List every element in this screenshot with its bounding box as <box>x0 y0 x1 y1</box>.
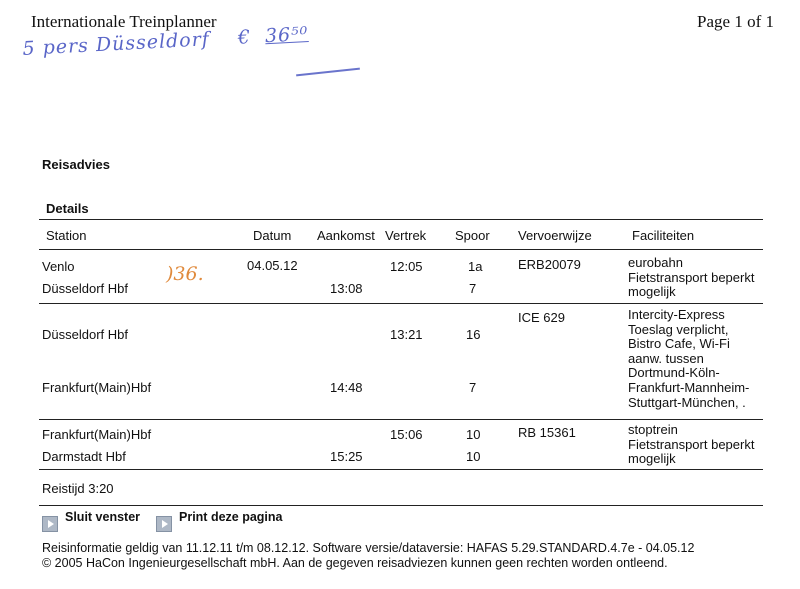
stop-station: Düsseldorf Hbf <box>42 327 128 342</box>
facility-line: aanw. tussen <box>628 350 704 366</box>
stop-station: Venlo <box>42 259 75 274</box>
col-spoor: Spoor <box>455 228 490 243</box>
leg-facilities <box>628 256 754 300</box>
stop-spoor: 16 <box>466 327 481 342</box>
facility-line: Toeslag verplicht, <box>628 321 729 337</box>
handwritten-underline <box>296 68 360 77</box>
facility-line: Fietstransport beperkt <box>628 436 755 452</box>
facility-line: Fietstransport beperkt <box>628 269 755 285</box>
header-rule <box>39 249 763 250</box>
table-top-rule <box>39 219 763 220</box>
stop-aankomst: 14:48 <box>330 380 363 395</box>
leg-train: ERB20079 <box>518 257 581 272</box>
stop-spoor: 10 <box>466 449 481 464</box>
play-arrow-icon <box>156 516 172 532</box>
leg-divider <box>39 303 763 304</box>
facility-line: Bistro Cafe, Wi-Fi <box>628 336 730 352</box>
facility-line: mogelijk <box>628 451 676 467</box>
handwritten-price-mark: )36. <box>166 263 204 285</box>
leg-facilities <box>628 423 754 467</box>
leg-train: ICE 629 <box>518 310 565 325</box>
leg-facilities <box>628 308 749 410</box>
stop-vertrek: 15:06 <box>390 427 423 442</box>
close-window-label: Sluit venster <box>65 509 141 524</box>
facility-line: Dortmund-Köln- <box>628 365 720 381</box>
buttons-rule <box>39 505 763 506</box>
section-title: Reisadvies <box>42 157 110 172</box>
stop-vertrek: 13:21 <box>390 327 423 342</box>
stop-station: Darmstadt Hbf <box>42 449 126 464</box>
facility-line: Intercity-Express <box>628 307 725 322</box>
footer-validity: Reisinformatie geldig van 11.12.11 t/m 08.12.12. Software versie/dataversie: HAFAS 5.29.STANDARD.4.7e - 04.05.12 <box>42 541 695 555</box>
facility-line: eurobahn <box>628 255 683 270</box>
col-faciliteiten: Faciliteiten <box>632 228 695 243</box>
handwritten-currency: € <box>237 26 252 49</box>
leg-divider <box>39 419 763 420</box>
stop-datum: 04.05.12 <box>247 258 298 273</box>
facility-line: mogelijk <box>628 284 676 300</box>
col-datum: Datum <box>253 228 292 243</box>
print-page-label: Print deze pagina <box>179 509 283 524</box>
facility-line: stoptrein <box>628 422 678 437</box>
col-vertrek: Vertrek <box>385 228 427 243</box>
facility-line: Frankfurt-Mannheim- <box>628 379 750 395</box>
page-number: Page 1 of 1 <box>697 12 774 31</box>
stop-spoor: 10 <box>466 427 481 442</box>
play-arrow-icon <box>42 516 58 532</box>
stop-aankomst: 15:25 <box>330 449 363 464</box>
table-bottom-rule <box>39 469 763 470</box>
stop-station: Düsseldorf Hbf <box>42 281 128 296</box>
details-title: Details <box>46 201 89 216</box>
handwritten-amount: 36⁵⁰ <box>264 23 309 48</box>
col-aankomst: Aankomst <box>317 228 375 243</box>
travel-time: Reistijd 3:20 <box>42 481 114 496</box>
stop-station: Frankfurt(Main)Hbf <box>42 427 152 442</box>
stop-spoor: 1a <box>468 259 483 274</box>
stop-station: Frankfurt(Main)Hbf <box>42 380 152 395</box>
document-header-title: Internationale Treinplanner <box>31 12 217 31</box>
footer-copyright: © 2005 HaCon Ingenieurgesellschaft mbH. Aan de gegeven reisadviezen kunnen geen rechten worden ontleend. <box>42 556 668 570</box>
handwritten-note-text: 5 pers Düsseldorf <box>22 28 211 60</box>
print-page-button[interactable] <box>156 507 283 532</box>
stop-spoor: 7 <box>469 380 477 395</box>
stop-vertrek: 12:05 <box>390 259 423 274</box>
col-station: Station <box>46 228 87 243</box>
facility-line: Stuttgart-München, . <box>628 394 746 410</box>
leg-train: RB 15361 <box>518 425 576 440</box>
col-vervoerwijze: Vervoerwijze <box>518 228 592 243</box>
stop-aankomst: 13:08 <box>330 281 363 296</box>
stop-spoor: 7 <box>469 281 477 296</box>
close-window-button[interactable] <box>42 507 140 532</box>
